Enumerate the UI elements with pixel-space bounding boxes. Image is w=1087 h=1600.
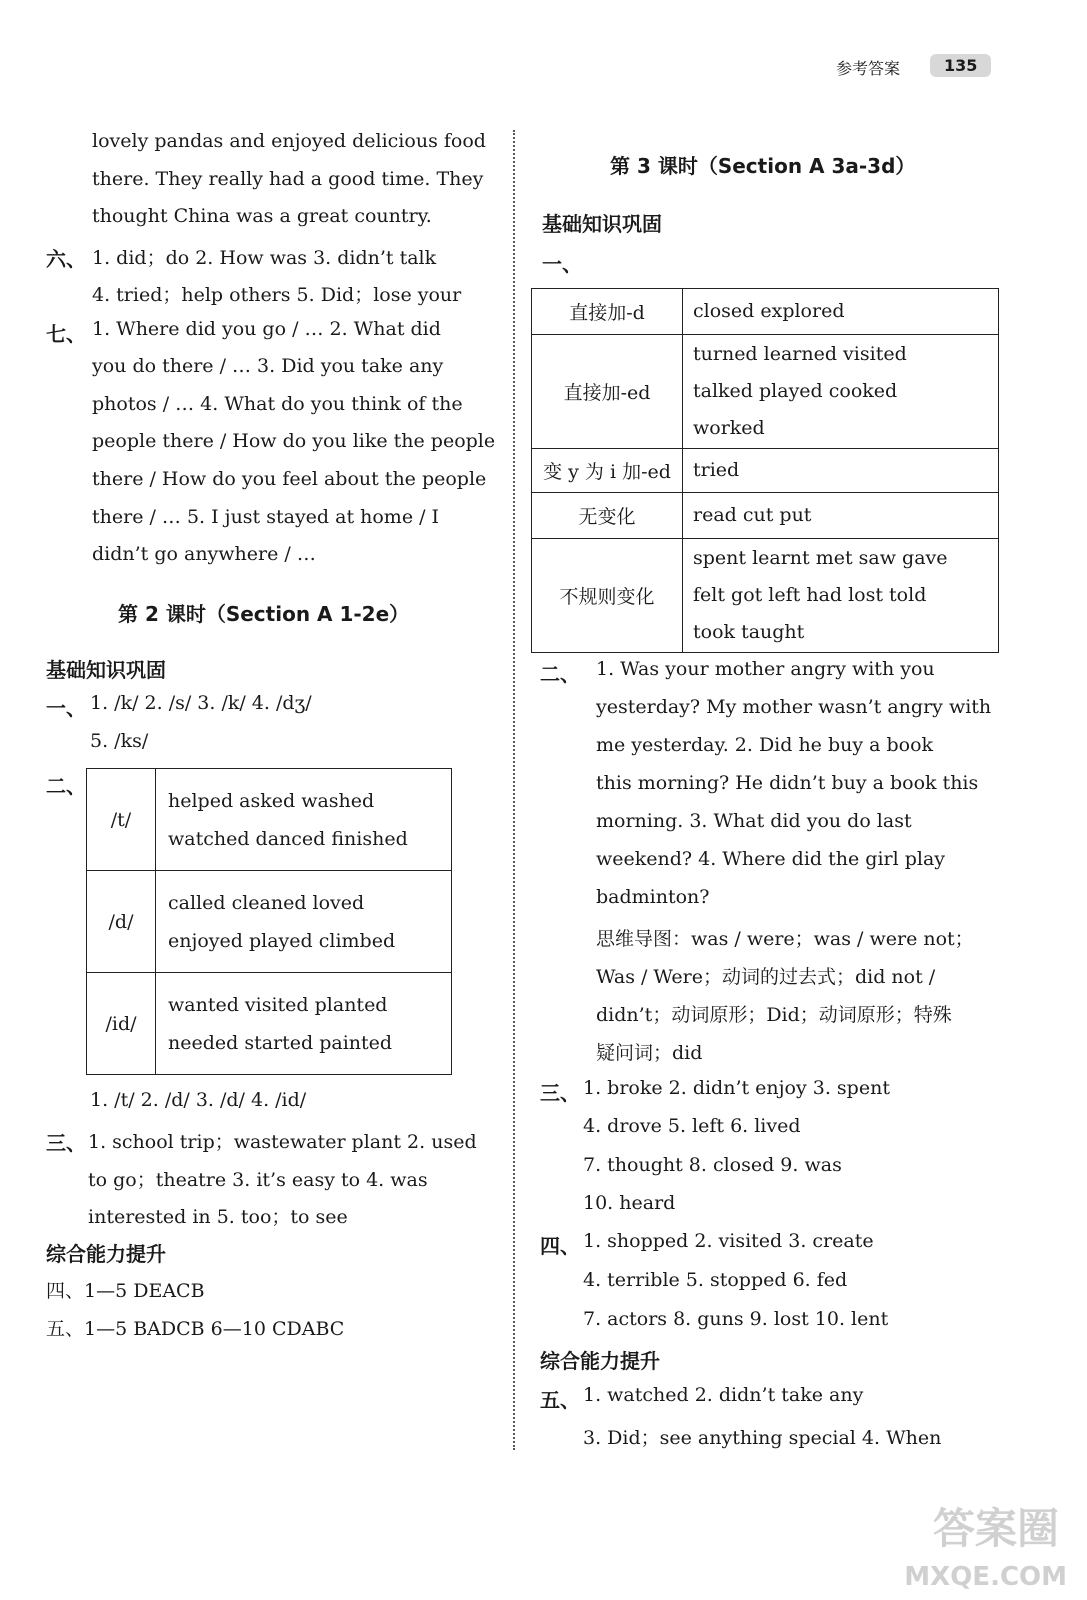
q2-label: 二、 <box>540 662 580 686</box>
q5-label: 五、 <box>540 1388 580 1412</box>
q2-line: this morning? He didn’t buy a book this <box>596 772 979 794</box>
words-line: watched danced finished <box>168 827 408 850</box>
q4-line: 4. terrible 5. stopped 6. fed <box>583 1269 848 1291</box>
words-line: read cut put <box>693 504 812 526</box>
q3-line: 4. drove 5. left 6. lived <box>583 1115 801 1137</box>
table-row <box>532 449 999 493</box>
words-line: enjoyed played climbed <box>168 929 396 952</box>
table-row <box>87 871 452 973</box>
sound-cell: /id/ <box>87 973 156 1075</box>
words-cell <box>683 539 999 653</box>
basic-section-title: 基础知识巩固 <box>542 212 662 236</box>
q2-line: Was / Were；动词的过去式；did not / <box>596 966 936 988</box>
table-row <box>532 493 999 539</box>
q2-after-line: 1. /t/ 2. /d/ 3. /d/ 4. /id/ <box>90 1089 307 1111</box>
words-cell <box>683 289 999 335</box>
q7-line: there / How do you feel about the people <box>92 468 487 490</box>
q3-label: 三、 <box>540 1081 580 1105</box>
q6-line: 1. did；do 2. How was 3. didn’t talk <box>92 247 437 269</box>
q5-line: 3. Did；see anything special 4. When <box>583 1427 942 1449</box>
table-row <box>532 335 999 449</box>
basic-section-title: 基础知识巩固 <box>46 658 166 682</box>
lesson3-title: 第 3 课时（Section A 3a-3d） <box>610 154 916 178</box>
past-tense-table <box>531 288 999 653</box>
q6-label: 六、 <box>46 247 86 271</box>
q2-line: didn’t；动词原形；Did；动词原形；特殊 <box>596 1004 952 1026</box>
words-line: needed started painted <box>168 1031 393 1054</box>
words-line: helped asked washed <box>168 789 375 812</box>
q2-line: yesterday? My mother wasn’t angry with <box>596 696 992 718</box>
continued-line: thought China was a great country. <box>92 205 432 227</box>
q7-label: 七、 <box>46 322 86 346</box>
page-number: 135 <box>930 54 991 77</box>
q3-line: 1. broke 2. didn’t enjoy 3. spent <box>583 1077 890 1099</box>
q7-line: you do there / … 3. Did you take any <box>92 355 444 377</box>
ability-section-title: 综合能力提升 <box>540 1349 660 1373</box>
q7-line: photos / … 4. What do you think of the <box>92 393 463 415</box>
q4-line: 7. actors 8. guns 9. lost 10. lent <box>583 1308 889 1330</box>
words-cell <box>156 973 452 1075</box>
words-cell <box>156 871 452 973</box>
words-line: talked played cooked <box>693 380 898 402</box>
words-line: felt got left had lost told <box>693 584 927 606</box>
words-cell <box>683 449 999 493</box>
q1-label: 一、 <box>46 696 86 720</box>
column-divider <box>513 130 515 1450</box>
q7-line: there / … 5. I just stayed at home / I <box>92 506 440 528</box>
q2-line: 疑问词；did <box>596 1042 703 1064</box>
rule-cell: 变 y 为 i 加-ed <box>532 449 683 493</box>
q5-line: 1. watched 2. didn’t take any <box>583 1384 864 1406</box>
sound-cell: /d/ <box>87 871 156 973</box>
words-line: worked <box>693 417 765 439</box>
q1-line: 1. /k/ 2. /s/ 3. /k/ 4. /dʒ/ <box>90 692 312 714</box>
continued-line: there. They really had a good time. They <box>92 168 484 190</box>
q2-line: weekend? 4. Where did the girl play <box>596 848 946 870</box>
q2-line: 1. Was your mother angry with you <box>596 658 935 680</box>
q2-line: badminton? <box>596 886 710 908</box>
watermark-logo: 答案圈 <box>932 1504 1059 1553</box>
q3-line: 10. heard <box>583 1192 676 1214</box>
q2-label: 二、 <box>46 774 86 798</box>
q1-label: 一、 <box>542 252 582 276</box>
q3-label: 三、 <box>46 1131 86 1155</box>
q2-line: 思维导图：was / were；was / were not； <box>596 928 974 950</box>
q3-line: 1. school trip；wastewater plant 2. used <box>88 1131 477 1153</box>
words-line: spent learnt met saw gave <box>693 547 948 569</box>
words-cell <box>156 769 452 871</box>
words-cell <box>683 335 999 449</box>
words-line: turned learned visited <box>693 343 907 365</box>
rule-cell: 直接加-d <box>532 289 683 335</box>
q3-line: interested in 5. too；to see <box>88 1206 348 1228</box>
q4-line: 四、1—5 DEACB <box>46 1280 205 1302</box>
q7-line: didn’t go anywhere / … <box>92 543 316 565</box>
q4-label: 四、 <box>540 1234 580 1258</box>
q4-line: 1. shopped 2. visited 3. create <box>583 1230 874 1252</box>
words-line: closed explored <box>693 300 845 322</box>
watermark-url: MXQE.COM <box>904 1562 1067 1592</box>
rule-cell: 无变化 <box>532 493 683 539</box>
ability-section-title: 综合能力提升 <box>46 1242 166 1266</box>
table-row <box>87 973 452 1075</box>
sound-cell: /t/ <box>87 769 156 871</box>
rule-cell: 不规则变化 <box>532 539 683 653</box>
q2-line: morning. 3. What did you do last <box>596 810 912 832</box>
phonetic-table <box>86 768 452 1075</box>
words-line: wanted visited planted <box>168 993 388 1016</box>
q2-line: me yesterday. 2. Did he buy a book <box>596 734 934 756</box>
q7-line: 1. Where did you go / … 2. What did <box>92 318 441 340</box>
q6-line: 4. tried；help others 5. Did；lose your <box>92 284 462 306</box>
rule-cell: 直接加-ed <box>532 335 683 449</box>
q1-line: 5. /ks/ <box>90 730 149 752</box>
q5-line: 五、1—5 BADCB 6—10 CDABC <box>46 1318 345 1340</box>
q3-line: to go；theatre 3. it’s easy to 4. was <box>88 1169 428 1191</box>
words-line: called cleaned loved <box>168 891 365 914</box>
lesson2-title: 第 2 课时（Section A 1-2e） <box>118 602 410 626</box>
q7-line: people there / How do you like the people <box>92 430 496 452</box>
table-row <box>532 539 999 653</box>
words-line: tried <box>693 459 740 481</box>
words-cell <box>683 493 999 539</box>
q3-line: 7. thought 8. closed 9. was <box>583 1154 842 1176</box>
header-label: 参考答案 <box>836 59 901 78</box>
table-row <box>532 289 999 335</box>
words-line: took taught <box>693 621 805 643</box>
table-row <box>87 769 452 871</box>
continued-line: lovely pandas and enjoyed delicious food <box>92 130 486 152</box>
